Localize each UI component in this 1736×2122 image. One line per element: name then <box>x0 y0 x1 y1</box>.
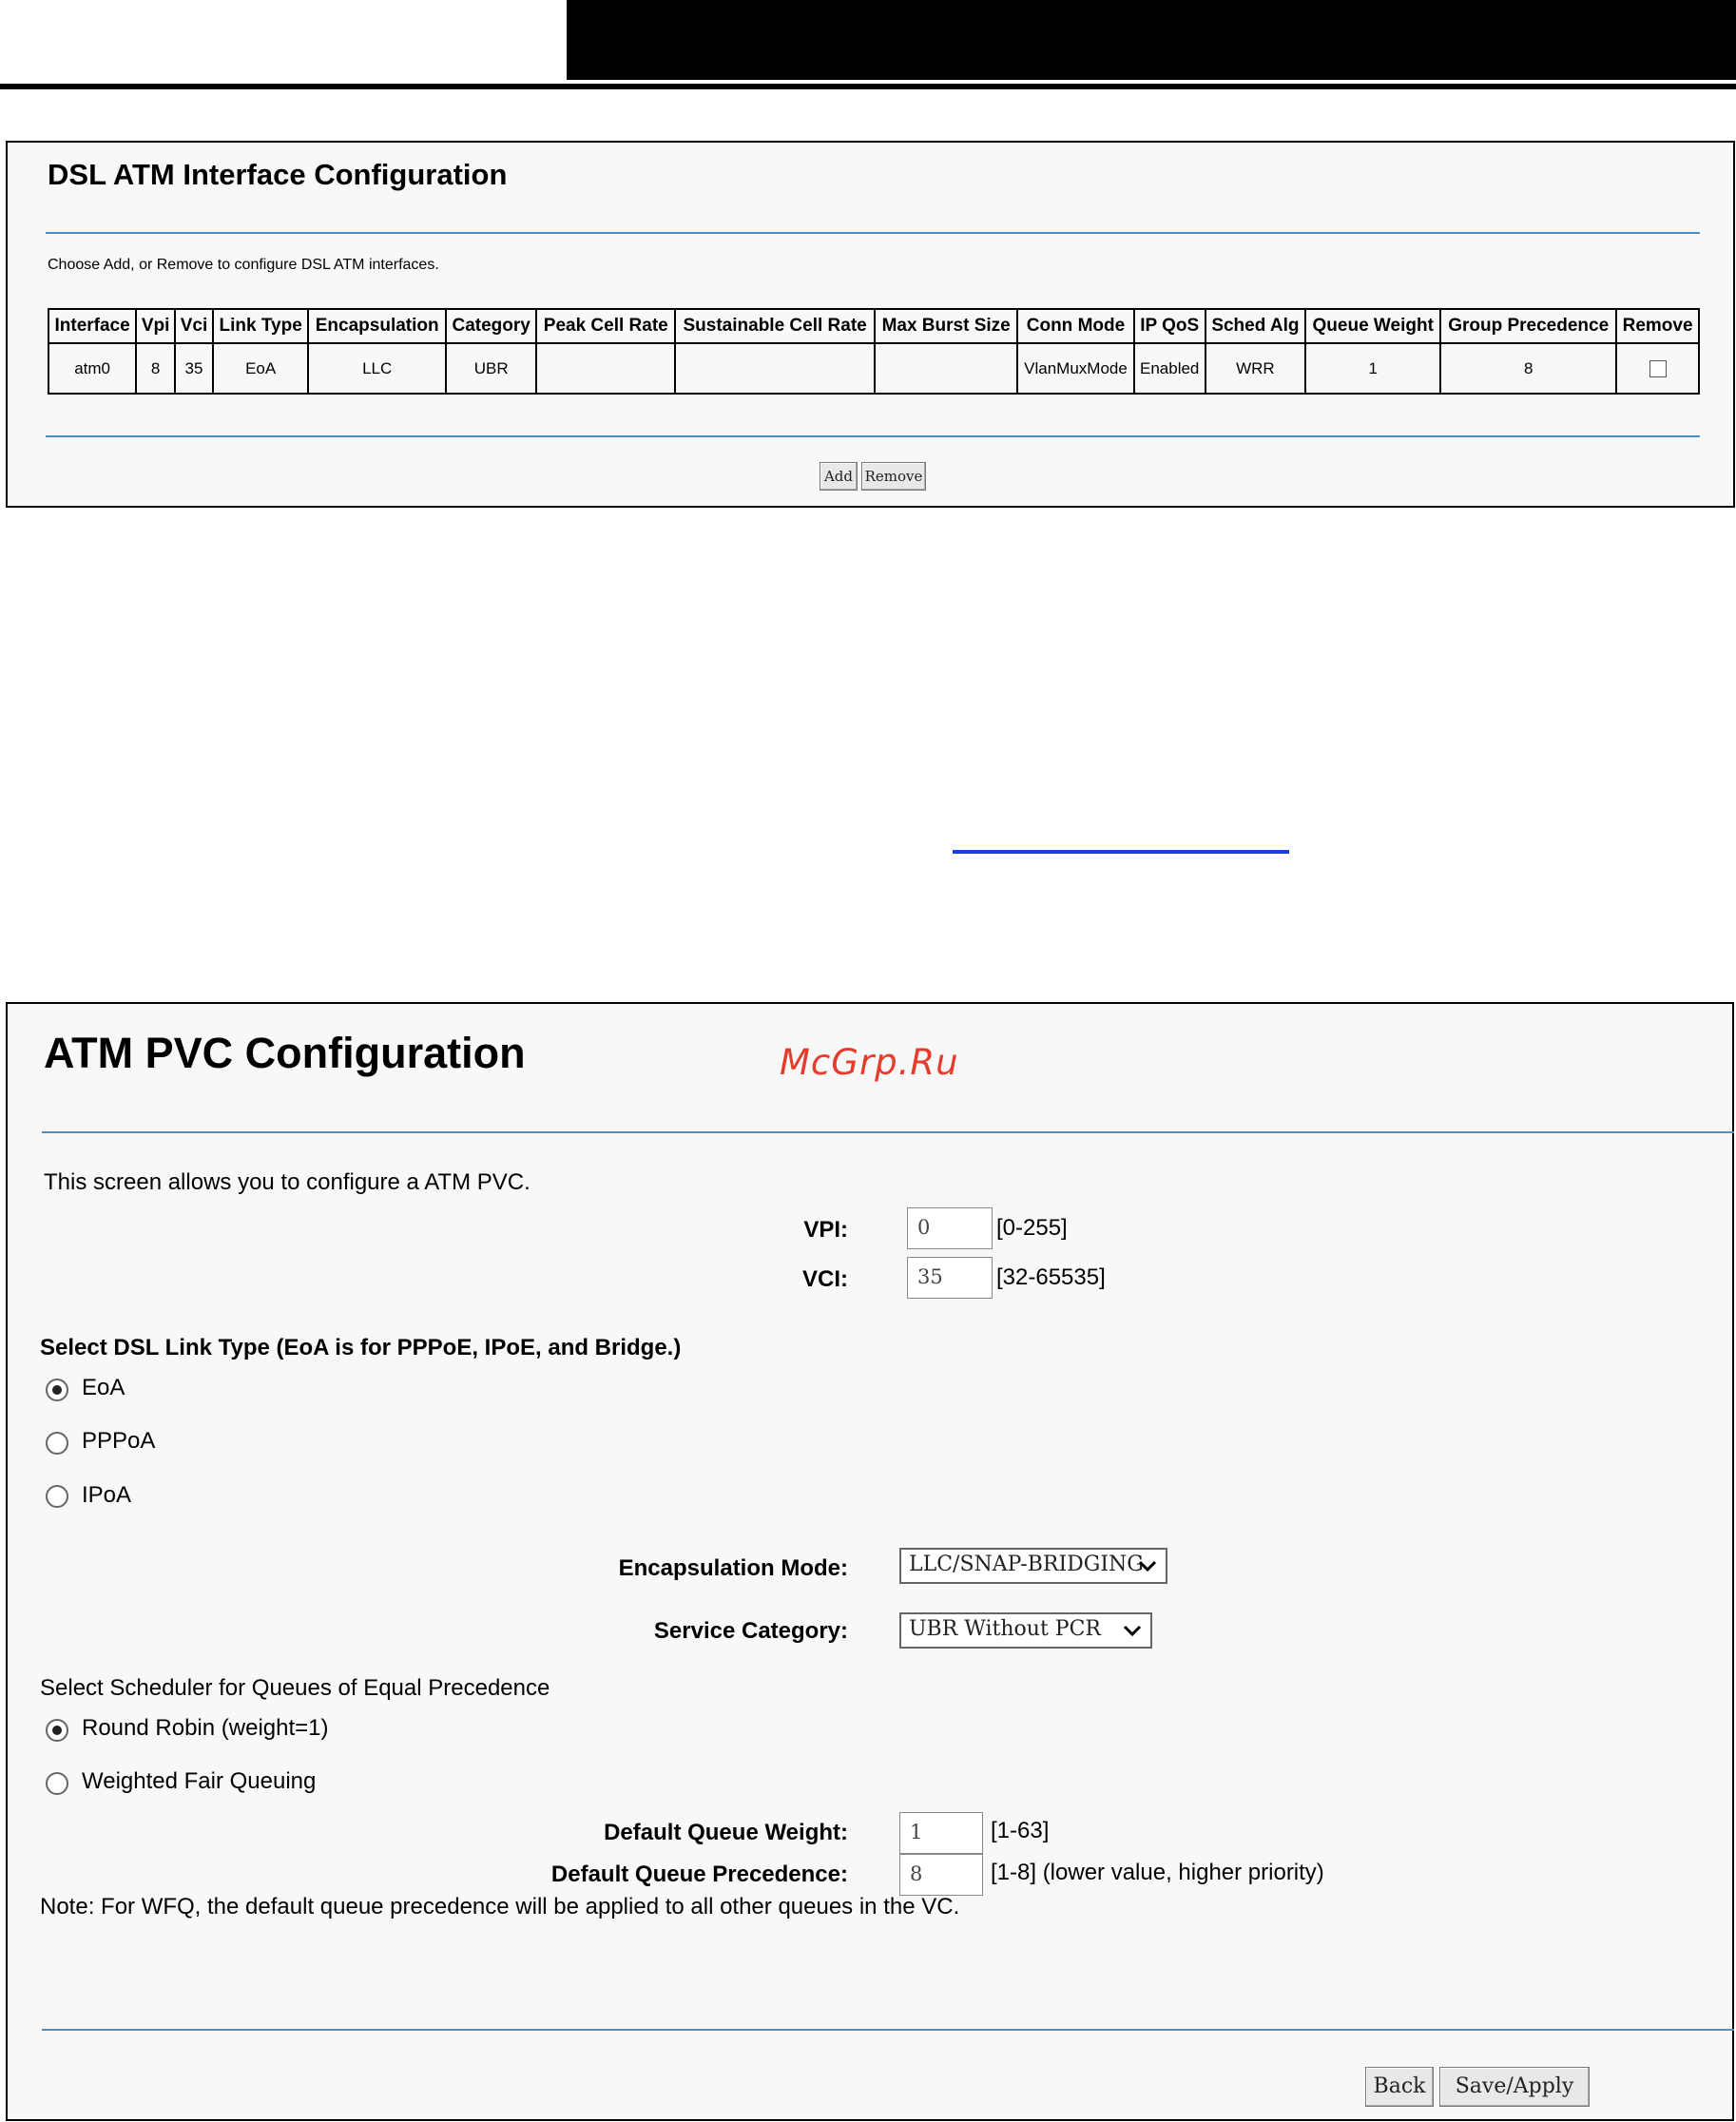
intro-text: This screen allows you to configure a ATM PVC. <box>44 1169 530 1195</box>
default-queue-precedence-label: Default Queue Precedence: <box>550 1862 848 1887</box>
cell-conn-mode: VlanMuxMode <box>1017 343 1134 394</box>
radio-dot <box>52 1726 62 1735</box>
cell-vci: 35 <box>175 343 213 394</box>
encapsulation-mode-select[interactable] <box>899 1548 1167 1584</box>
wfq-note: Note: For WFQ, the default queue precedence will be applied to all other queues in the VC. <box>40 1894 960 1919</box>
service-category-select[interactable] <box>899 1612 1152 1649</box>
radio-wfq-label: Weighted Fair Queuing <box>82 1768 317 1794</box>
default-queue-weight-range: [1-63] <box>991 1818 1050 1843</box>
atm-pvc-title: ATM PVC Configuration <box>44 1029 526 1077</box>
radio-pppoa[interactable] <box>46 1432 68 1455</box>
chevron-down-icon <box>1137 1555 1158 1576</box>
col-encapsulation: Encapsulation <box>308 309 446 343</box>
service-category-value: UBR Without PCR <box>909 1617 1101 1641</box>
watermark: McGrp.Ru <box>780 1042 959 1083</box>
table-header-row <box>48 309 1699 343</box>
cell-ip-qos: Enabled <box>1134 343 1206 394</box>
col-link-type: Link Type <box>213 309 309 343</box>
vpi-input[interactable]: 0 <box>907 1207 993 1249</box>
col-conn-mode: Conn Mode <box>1017 309 1134 343</box>
col-vpi: Vpi <box>136 309 175 343</box>
vpi-label: VPI: <box>803 1217 848 1243</box>
vci-label: VCI: <box>802 1266 848 1292</box>
atm-interface-title: DSL ATM Interface Configuration <box>48 158 508 191</box>
link-type-heading: Select DSL Link Type (EoA is for PPPoE, IPoE, and Bridge.) <box>40 1335 682 1360</box>
scheduler-heading: Select Scheduler for Queues of Equal Precedence <box>40 1675 550 1701</box>
cell-link-type: EoA <box>213 343 309 394</box>
title-divider <box>46 232 1700 234</box>
default-queue-precedence-input[interactable]: 8 <box>899 1854 983 1896</box>
col-max-burst-size: Max Burst Size <box>875 309 1017 343</box>
header-rule <box>0 84 1736 89</box>
encapsulation-mode-value: LLC/SNAP-BRIDGING <box>909 1553 1144 1576</box>
default-queue-precedence-range: [1-8] (lower value, higher priority) <box>991 1860 1324 1885</box>
atm-interface-instructions: Choose Add, or Remove to configure DSL ATM interfaces. <box>48 257 439 273</box>
radio-pppoa-label: PPPoA <box>82 1428 156 1454</box>
cell-max-burst-size <box>875 343 1017 394</box>
add-button[interactable]: Add <box>820 462 858 491</box>
service-category-label: Service Category: <box>653 1618 848 1644</box>
cell-interface: atm0 <box>48 343 136 394</box>
radio-round-robin-label: Round Robin (weight=1) <box>82 1715 329 1741</box>
cell-vpi: 8 <box>136 343 175 394</box>
col-remove: Remove <box>1616 309 1699 343</box>
bottom-divider <box>42 2029 1734 2031</box>
col-ip-qos: IP QoS <box>1134 309 1206 343</box>
col-peak-cell-rate: Peak Cell Rate <box>536 309 675 343</box>
encapsulation-mode-label: Encapsulation Mode: <box>618 1555 848 1581</box>
hyperlink-underline[interactable] <box>953 850 1289 854</box>
cell-sched-alg: WRR <box>1206 343 1306 394</box>
atm-interface-table <box>48 308 1700 395</box>
col-group-precedence: Group Precedence <box>1440 309 1616 343</box>
cell-group-precedence: 8 <box>1440 343 1616 394</box>
radio-round-robin[interactable] <box>46 1719 68 1742</box>
radio-dot <box>52 1385 62 1395</box>
title-divider <box>42 1131 1734 1133</box>
col-category: Category <box>446 309 536 343</box>
radio-ipoa[interactable] <box>46 1485 68 1508</box>
cell-remove <box>1616 343 1699 394</box>
cell-category: UBR <box>446 343 536 394</box>
col-sched-alg: Sched Alg <box>1206 309 1306 343</box>
table-row <box>48 343 1699 394</box>
atm-pvc-panel <box>6 1002 1734 2121</box>
cell-encapsulation: LLC <box>308 343 446 394</box>
chevron-down-icon <box>1122 1620 1143 1641</box>
remove-checkbox[interactable] <box>1649 360 1667 377</box>
table-divider <box>46 435 1700 437</box>
col-vci: Vci <box>175 309 213 343</box>
col-interface: Interface <box>48 309 136 343</box>
col-sustainable-cell-rate: Sustainable Cell Rate <box>675 309 875 343</box>
radio-eoa-label: EoA <box>82 1375 125 1400</box>
cell-peak-cell-rate <box>536 343 675 394</box>
save-apply-button[interactable]: Save/Apply <box>1439 2067 1590 2107</box>
radio-eoa[interactable] <box>46 1379 68 1401</box>
cell-queue-weight: 1 <box>1305 343 1440 394</box>
radio-ipoa-label: IPoA <box>82 1482 132 1508</box>
header-black-bar <box>567 0 1736 80</box>
col-queue-weight: Queue Weight <box>1305 309 1440 343</box>
atm-interface-panel <box>6 141 1735 508</box>
vci-input[interactable]: 35 <box>907 1257 993 1299</box>
remove-button[interactable]: Remove <box>861 462 926 491</box>
default-queue-weight-input[interactable]: 1 <box>899 1812 983 1854</box>
cell-sustainable-cell-rate <box>675 343 875 394</box>
radio-wfq[interactable] <box>46 1772 68 1795</box>
back-button[interactable]: Back <box>1365 2067 1434 2107</box>
vci-range: [32-65535] <box>996 1264 1106 1290</box>
vpi-range: [0-255] <box>996 1215 1068 1241</box>
default-queue-weight-label: Default Queue Weight: <box>604 1820 848 1845</box>
